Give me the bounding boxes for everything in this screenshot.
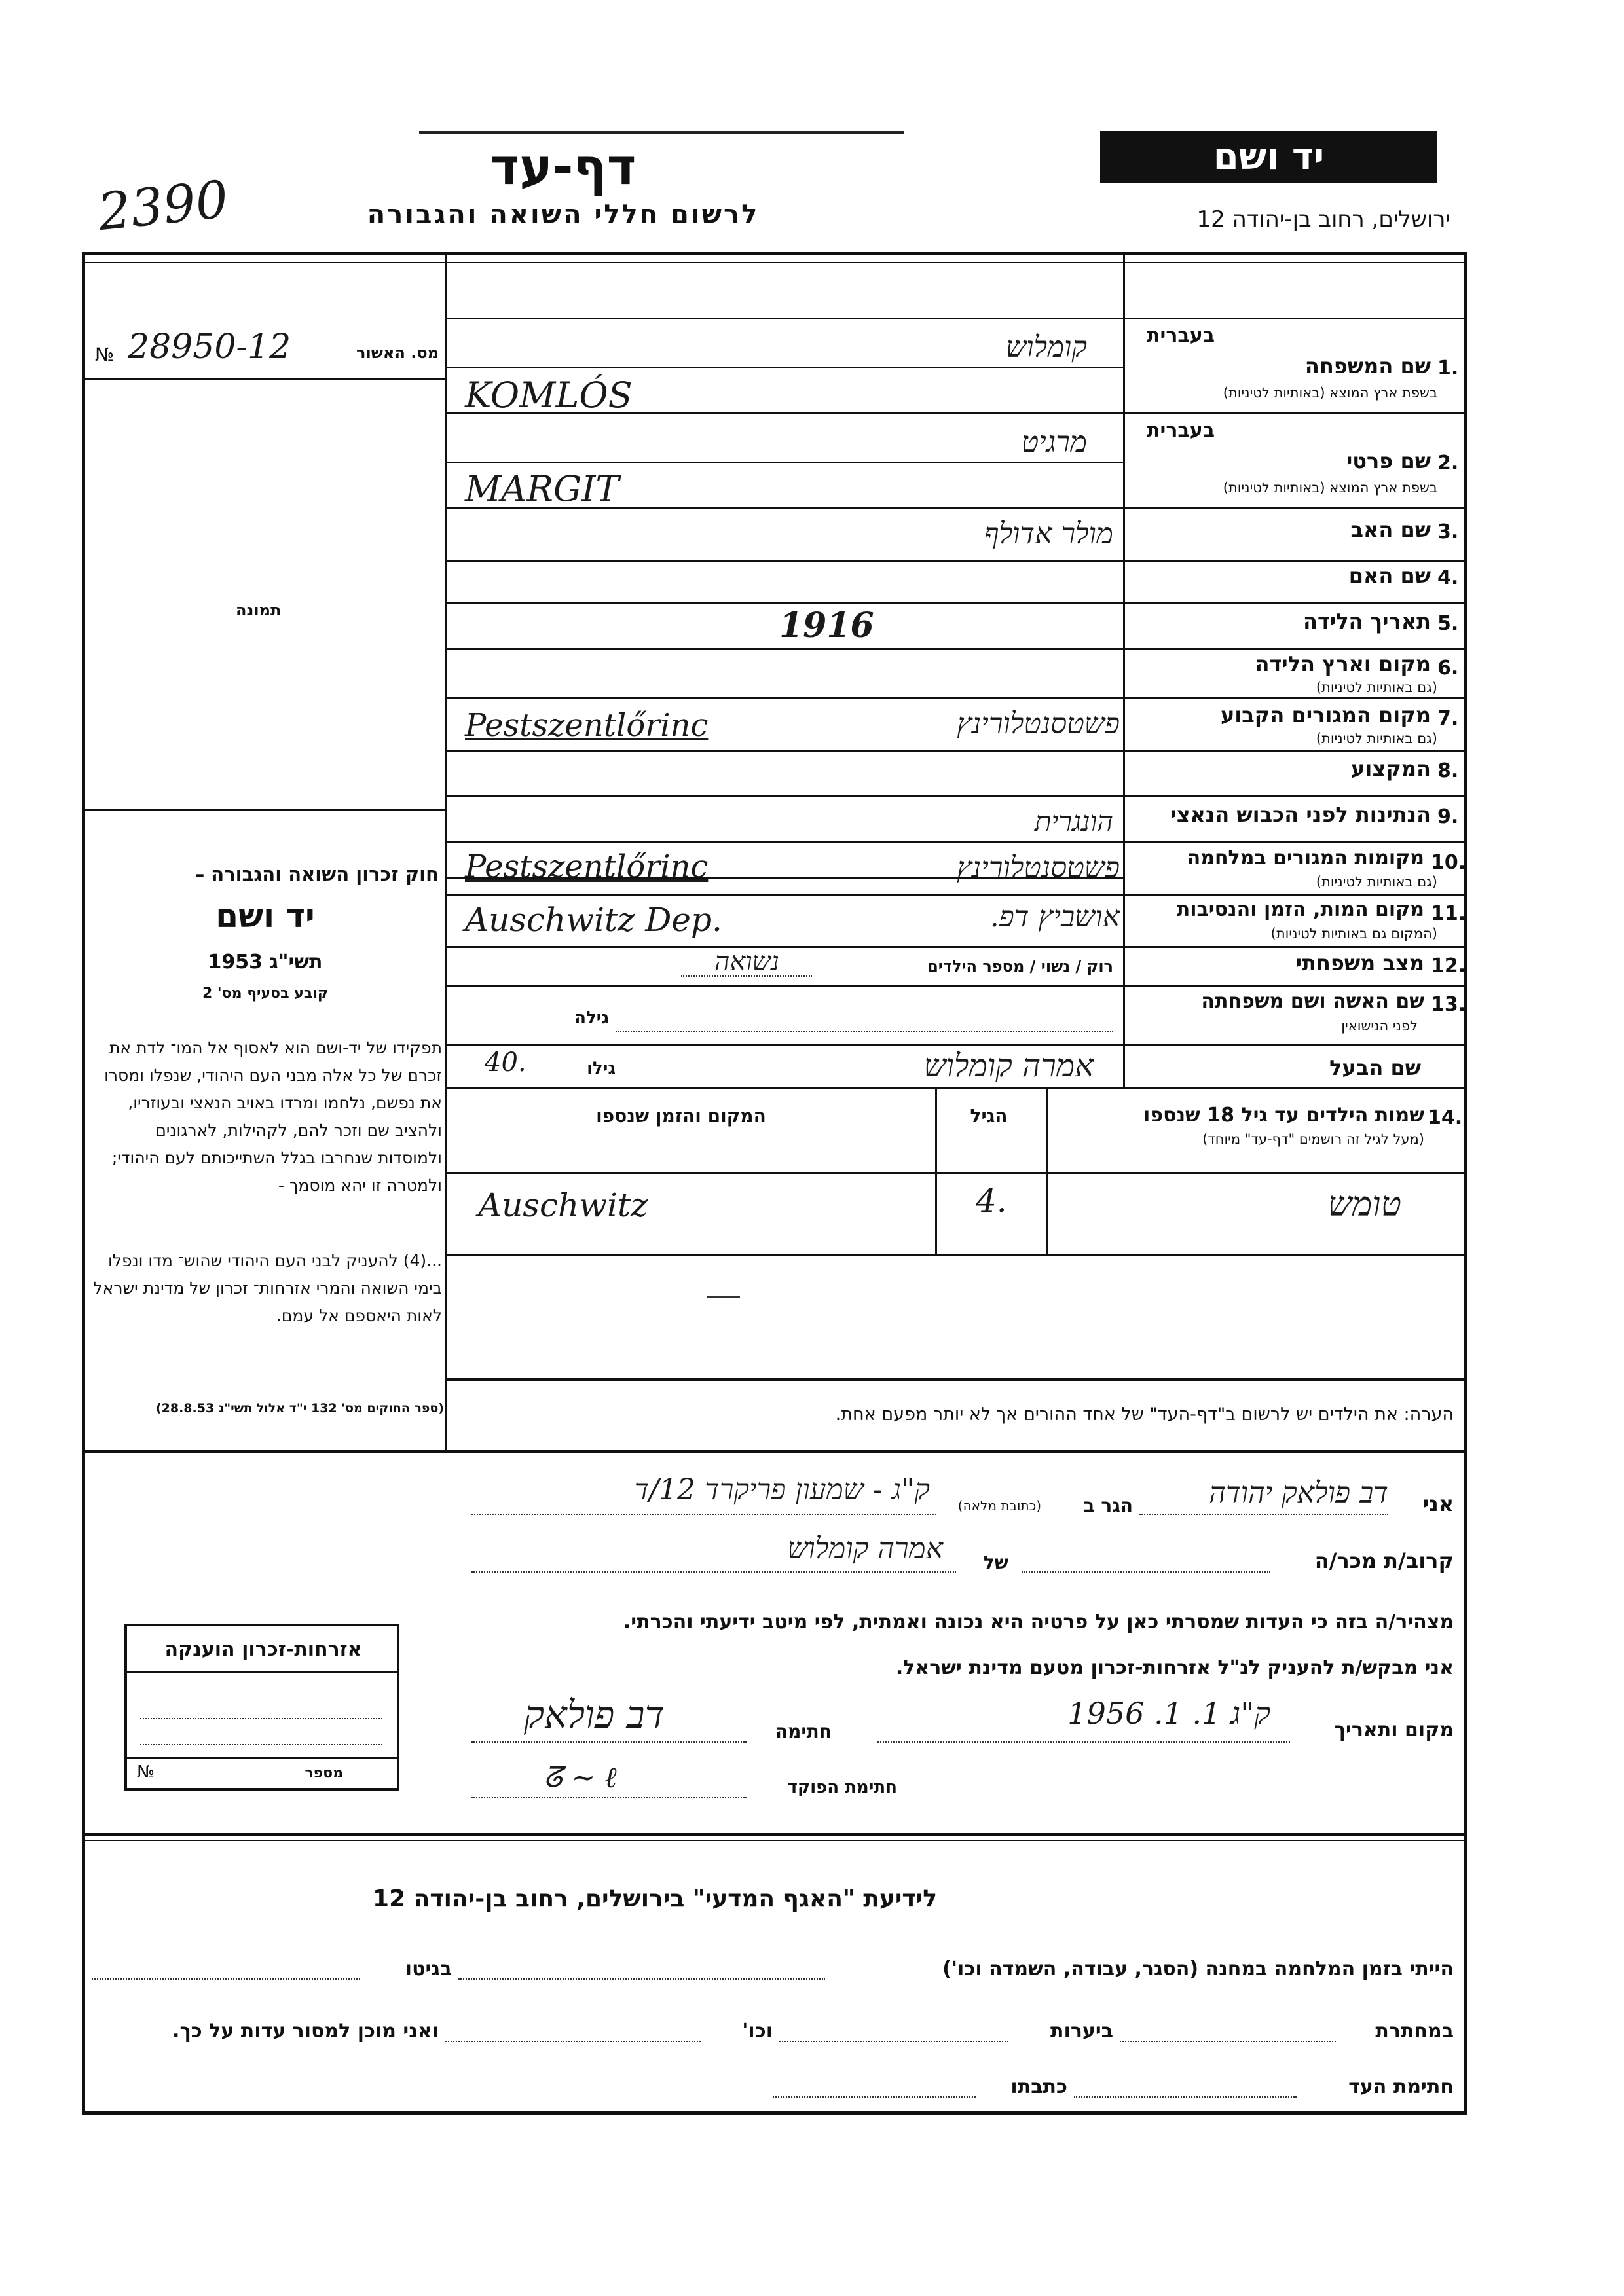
residing-sub: (כתובת מלאה) — [957, 1498, 1041, 1514]
law-name: יד ושם — [215, 897, 315, 935]
footer-forests-label: ביערות — [1050, 2020, 1113, 2043]
witness-name: דב פולאק יהודה — [1209, 1476, 1388, 1510]
relation-line — [1022, 1571, 1270, 1573]
row-line — [445, 946, 1467, 948]
field-3-number: 3. — [1437, 520, 1459, 543]
row-line — [445, 1087, 1467, 1089]
footer-camp-label: הייתי בזמן המלחמה במחנה (הסגר, עבודה, השמדה וכו') — [942, 1958, 1454, 1980]
footer-ready-label: ואני מוכן למסור עדות על כך. — [172, 2020, 439, 2043]
children-place-header: המקום והזמן שנספו — [596, 1105, 766, 1127]
field-2-latin-value: MARGIT — [465, 468, 619, 509]
field-2-number: 2. — [1437, 452, 1459, 475]
children-header-line — [445, 1172, 1467, 1174]
officer-signature-label: חתימת הפוקד — [787, 1777, 897, 1797]
row-line — [445, 697, 1467, 699]
law-title: חוק זכרון השואה והגבורה – — [194, 863, 439, 885]
law-text: תפקידו של יד-ושם הוא לאסוף אל המו־ לדת את זכרם של כל אלה מבני העם היהודי, שנפלו ומסרו את נפשם, נלחמו ומרדו באויב הנאצי ובעוזריו, ולהציב שם וזכר להם, לקהילות, לארגונים ולמוסדות שנחרבו בגלל השתייכותם לעם היהודי; ולמטרה זו יהא מוסמך - — [104, 1038, 442, 1195]
declaration-ani: אני — [1422, 1491, 1454, 1516]
husband-name-value: אמרה קומלוש — [923, 1048, 1094, 1084]
signature-value: דב פולאק — [524, 1692, 665, 1737]
children-label: שמות הילדים עד גיל 18 שנספו — [1143, 1104, 1424, 1127]
row-line — [445, 894, 1467, 896]
field-5-number: 5. — [1437, 612, 1459, 635]
citizenship-divider — [127, 1757, 397, 1759]
yad-vashem-logo — [1100, 131, 1437, 183]
field-12-label: מצב משפחתי — [1295, 951, 1424, 975]
field-5-value: 1916 — [779, 606, 874, 646]
husband-label: שם הבעל — [1329, 1055, 1421, 1080]
row-line — [445, 750, 1467, 752]
field-12-value: נשואה — [714, 947, 779, 977]
approval-label: מס. האשור — [356, 344, 439, 362]
field-10-latin-value: Pestszentlőrinc — [465, 848, 709, 885]
relative-line — [471, 1571, 956, 1573]
footer-etc-line — [445, 2041, 701, 2042]
husband-age-value: 40. — [485, 1048, 526, 1078]
field-5-label: תאריך הלידה — [1302, 609, 1431, 634]
row-line — [445, 795, 1467, 797]
field-7-label: מקום המגורים הקבוע — [1220, 702, 1431, 727]
field-11-sub: (המקום גם באותיות לטיניות) — [1270, 926, 1437, 941]
footer-ghetto-label: בגיטו — [405, 1958, 452, 1980]
field-3-value: מולר אדולף — [984, 517, 1113, 551]
signature-line — [471, 1741, 747, 1743]
field-11-number: 11. — [1431, 902, 1466, 925]
page-subtitle: לרשום חללי השואה והגבורה — [367, 200, 760, 230]
field-7-sub: (גם באותיות לטיניות) — [1316, 731, 1437, 746]
note-text: הערה: את הילדים יש לרשום ב"דף-העד" של אחד ההורים אך לא יותר מפעם אחת. — [835, 1404, 1454, 1425]
citizenship-number-label: מספר — [304, 1765, 343, 1781]
archive-number: 2390 — [95, 170, 231, 243]
field-11-hebrew-value: אושביץ דפ. — [989, 900, 1120, 934]
field-7-hebrew-value: פשטסנטלורינץ — [957, 707, 1120, 740]
row-line — [445, 560, 1467, 562]
photo-label: תמונה — [236, 601, 282, 619]
field-2-hebrew-value: מרגיט — [1021, 426, 1087, 459]
field-1-hebrew-value: קומלוש — [1006, 331, 1087, 364]
photo-bottom-line — [85, 809, 445, 811]
row-line — [445, 1044, 1467, 1046]
top-row-line — [445, 318, 1467, 319]
field-1-sub: בשפת ארץ המוצא (באותיות לטיניות) — [1223, 385, 1437, 401]
field-10-hebrew-value: פשטסנטלורינץ — [957, 851, 1120, 884]
children-age-header: הגיל — [970, 1105, 1008, 1127]
field-13-line — [616, 1031, 1113, 1032]
field-9-value: הונגרית — [1034, 805, 1113, 837]
witness-name-line — [1139, 1514, 1388, 1515]
field-8-number: 8. — [1437, 759, 1459, 782]
field-3-label: שם האב — [1350, 517, 1431, 542]
citizenship-divider — [127, 1671, 397, 1673]
field-9-number: 9. — [1437, 805, 1459, 828]
row-line — [1123, 412, 1467, 414]
field-2-sub: בשפת ארץ המוצא (באותיות לטיניות) — [1223, 480, 1437, 496]
footer-top-line-2 — [82, 1840, 1467, 1841]
place-date-value: ק"ג 1. 1. 1956 — [1067, 1696, 1270, 1731]
citizenship-box — [124, 1624, 399, 1791]
footer-underground-label: במחתרת — [1375, 2020, 1454, 2043]
citizenship-title: אזרחות-זכרון הוענקה — [164, 1638, 362, 1661]
footer-camp-line — [458, 1978, 825, 1980]
field-8-label: המקצוע — [1351, 756, 1431, 781]
husband-age-label: גילו — [587, 1059, 616, 1078]
field-1-number: 1. — [1437, 357, 1459, 380]
citizenship-line — [140, 1744, 382, 1745]
address-line — [471, 1514, 936, 1515]
footer-address-line — [773, 2096, 976, 2098]
law-citation: (ספר החוקים מס' 132 י"ד אלול תשי"ג 28.8.53) — [155, 1401, 444, 1415]
law-text-clause4: ...(4) להעניק לבני העם היהודי שהוש־ מדו ונפלו בימי השואה והמרי אזרחות־ זכרון של מדינת ישראל לאות היאספם אל עמם. — [93, 1251, 442, 1325]
place-date-line — [877, 1741, 1290, 1743]
row-subline — [445, 462, 1123, 463]
law-year: תשי"ג 1953 — [208, 951, 323, 974]
field-7-number: 7. — [1437, 707, 1459, 730]
approval-number: 28950-12 — [128, 327, 291, 367]
field-10-number: 10. — [1431, 851, 1466, 874]
field-1-latin-value: KOMLÓS — [465, 374, 633, 416]
footer-ghetto-line — [92, 1978, 360, 1980]
approval-no-sign: № — [95, 344, 115, 365]
statement-2: אני מבקש/ת להעניק לנ"ל אזרחות-זכרון מטעם מדינת ישראל. — [895, 1656, 1454, 1679]
field-6-label: מקום וארץ הלידה — [1255, 651, 1431, 676]
field-13-label: שם האשה ושם משפחתה — [1201, 990, 1424, 1013]
frame-inner-top — [82, 262, 1467, 263]
witness-address: ק"ג - שמעון פריקרד 12/ד — [634, 1473, 930, 1506]
field-4-label: שם האם — [1348, 563, 1431, 588]
field-12-number: 12. — [1431, 955, 1466, 977]
title-underline — [419, 131, 904, 134]
field-13-number: 13. — [1431, 993, 1466, 1016]
footer-witness-signature-line — [1074, 2096, 1297, 2098]
left-column-divider — [445, 252, 447, 1453]
residing-label: הגר ב — [1083, 1495, 1133, 1516]
child-name: טומש — [1327, 1185, 1401, 1224]
field-10-sub: (גם באותיות לטיניות) — [1316, 874, 1437, 890]
field-1-lang: בעברית — [1147, 324, 1215, 347]
officer-scribble: ᘔ ~ ℓ — [544, 1761, 617, 1795]
footer-top-line — [82, 1833, 1467, 1836]
field-2-lang: בעברית — [1147, 419, 1215, 442]
row-line — [445, 985, 1467, 987]
field-11-label: מקום המות, הזמן והנסיבות — [1176, 898, 1424, 921]
row-subline — [445, 367, 1123, 368]
field-13-age-label: גילה — [574, 1008, 609, 1028]
children-number: 14. — [1428, 1106, 1463, 1129]
row-line — [445, 648, 1467, 650]
child-place: Auschwitz — [478, 1186, 648, 1224]
field-7-latin-value: Pestszentlőrinc — [465, 707, 709, 744]
field-10-label: מקומות המגורים במלחמה — [1187, 847, 1424, 869]
header-address: ירושלים, רחוב בן-יהודה 12 — [1196, 206, 1450, 232]
field-6-sub: (גם באותיות לטיניות) — [1316, 680, 1437, 695]
of-label: של — [983, 1552, 1008, 1573]
field-13-sub: לפני הנישואין — [1341, 1018, 1418, 1034]
footer-witness-signature-label: חתימת העד — [1348, 2075, 1454, 2098]
field-9-label: הנתינות לפני הכבוש הנאצי — [1170, 802, 1431, 827]
page-title: דף-עד — [490, 137, 637, 196]
field-6-number: 6. — [1437, 657, 1459, 680]
label-column-divider — [1123, 252, 1125, 1087]
approval-line — [85, 378, 445, 380]
statement-1: מצהיר/ה בזה כי העדות שמסרתי כאן על פרטיה היא נכונה ואמתית, לפי מיטב ידיעתי והכרתי. — [623, 1611, 1454, 1633]
field-12-inline-label: רוק / נשוי / מספר הילדים — [927, 957, 1113, 975]
logo-text: יד ושם — [1213, 136, 1325, 178]
citizenship-line — [140, 1718, 382, 1719]
footer-title: לידיעת "האגף המדעי" בירושלים, רחוב בן-יהודה 12 — [373, 1886, 937, 1912]
blank-dash — [707, 1296, 740, 1298]
field-4-number: 4. — [1437, 566, 1459, 589]
footer-etc-label: וכו' — [742, 2020, 773, 2043]
footer-underground-line — [1120, 2041, 1336, 2042]
place-date-label: מקום ותאריך — [1334, 1719, 1454, 1741]
footer-forests-line — [779, 2041, 1008, 2042]
children-bottom-line — [445, 1254, 1467, 1256]
relation-label: קרוב/ת מכר/ה — [1314, 1548, 1454, 1573]
signature-label: חתימה — [775, 1721, 832, 1742]
footer-address-label: כתבתו — [1010, 2075, 1067, 2098]
field-2-label: שם פרטי — [1346, 448, 1431, 473]
law-clause: קובע בסעיף מס' 2 — [202, 985, 329, 1002]
row-line — [445, 602, 1467, 604]
field-11-latin-value: Auschwitz Dep. — [465, 901, 722, 939]
note-bottom-line — [82, 1450, 1467, 1453]
citizenship-no-sign: № — [137, 1762, 155, 1782]
note-top-line — [445, 1378, 1467, 1381]
relative-name: אמרה קומלוש — [787, 1532, 943, 1565]
child-age: 4. — [976, 1182, 1007, 1220]
officer-line — [471, 1797, 747, 1798]
field-1-label: שם המשפחה — [1304, 354, 1431, 378]
row-line — [445, 841, 1467, 843]
children-sub: (מעל לגיל זה רושמים "דף-עד" מיוחד) — [1202, 1131, 1424, 1147]
